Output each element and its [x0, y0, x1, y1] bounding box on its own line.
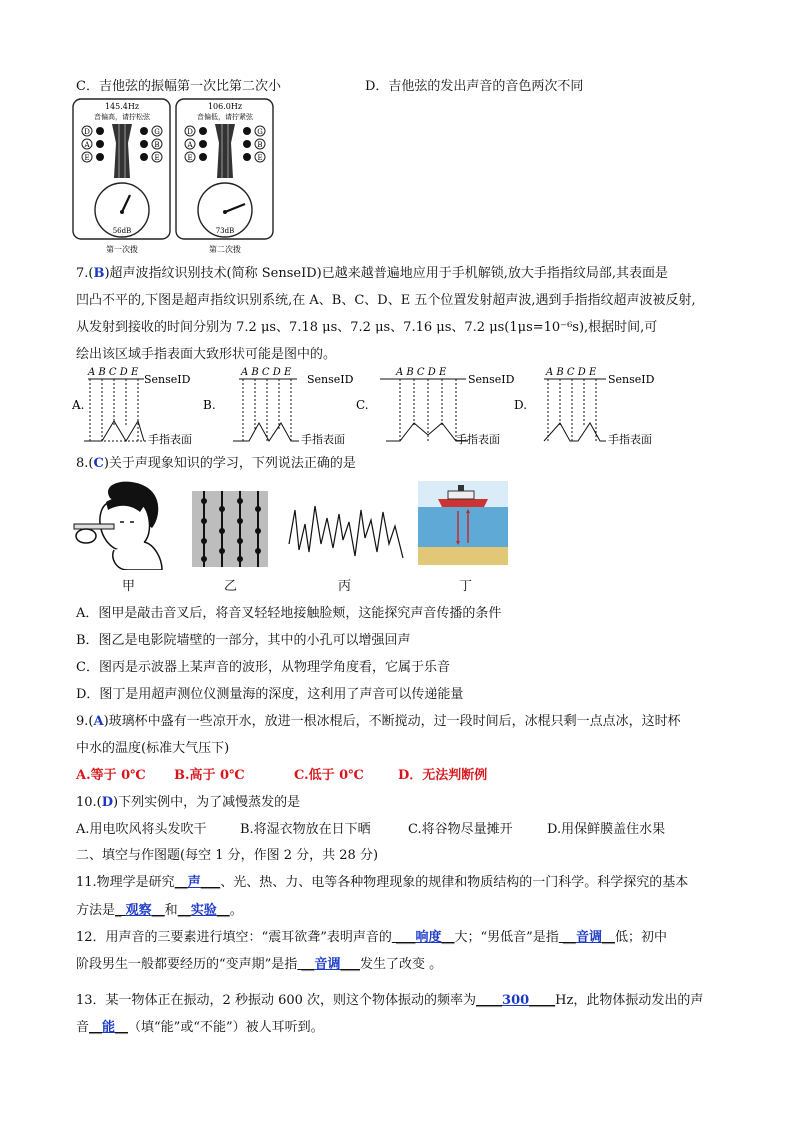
q11-answer-2: 观察: [125, 903, 152, 918]
peg-label: E: [257, 154, 263, 162]
q11-answer-1: 声: [187, 875, 201, 890]
peg-label: E: [154, 154, 160, 162]
section-2-heading: 二、填空与作图题(每空 1 分，作图 2 分，共 28 分): [76, 848, 379, 863]
q7-option-a-figure: [72, 365, 222, 447]
q13-line1: 13．某一物体正在振动，2 秒振动 600 次，则这个物体振动的频率为____300____Hz，此物体振动发出的声: [76, 993, 704, 1008]
tuner-second-pluck: [176, 99, 273, 254]
tuner2-note: 音偏低，请拧紧弦: [197, 113, 253, 121]
q11-answer-3: 实验: [190, 903, 217, 918]
peg-label: G: [154, 128, 160, 136]
peg-label: D: [84, 128, 90, 136]
fig-bing-waveform: [287, 500, 405, 562]
q7-line4: 绘出该区域手指表面大致形状可能是图中的。: [76, 347, 337, 362]
fig-label-jia: 甲: [122, 579, 136, 594]
peg-label: A: [84, 141, 90, 149]
fig-ding-sonar: [418, 481, 508, 565]
finger-surface-label: 手指表面: [148, 433, 192, 446]
tuner2-db: 73dB: [215, 227, 235, 235]
q13-answer-1: 300: [502, 993, 530, 1008]
q9-option-b: B.高于 0℃: [174, 768, 245, 783]
q10-option-c: C.将谷物尽量摊开: [408, 822, 513, 837]
q12-answer-2: 音调: [575, 930, 602, 945]
q13-answer-2: 能: [102, 1020, 116, 1035]
q10-answer: D: [101, 795, 114, 810]
q9-line2: 中水的温度(标准大气压下): [76, 741, 230, 756]
q8-option-a: A．图甲是敲击音叉后，将音叉轻轻地接触脸颊，这能探究声音传播的条件: [76, 606, 502, 621]
tuner1-db: 56dB: [112, 227, 132, 235]
q12-line2: 阶段男生一般都要经历的“变声期”是指 __音调___发生了改变 。: [76, 957, 443, 972]
tuner-first-pluck: [73, 99, 170, 254]
abcde-label: A B C D E: [88, 367, 139, 378]
option-letter: D.: [514, 398, 528, 412]
option-letter: A.: [72, 398, 85, 412]
senseid-label: SenseID: [307, 373, 353, 386]
q6-option-c: C．吉他弦的振幅第一次比第二次小: [76, 79, 281, 94]
fig-label-yi: 乙: [224, 579, 238, 594]
tuner1-note: 音偏高，请拧松弦: [94, 113, 150, 121]
q7-option-d-figure: [514, 365, 684, 447]
option-letter: B.: [203, 398, 216, 412]
option-letter: C.: [356, 398, 369, 412]
peg-label: G: [257, 128, 263, 136]
tuner1-caption: 第一次拨: [106, 245, 138, 254]
q10-option-a: A.用电吹风将头发吹干: [76, 822, 207, 837]
q7-stem: 7.(B)超声波指纹识别技术(简称 SenseID)已越来越普遍地应用于手机解锁,放大手指指纹局部,其表面是: [76, 266, 668, 281]
peg-label: A: [187, 141, 193, 149]
q10-option-b: B.将湿衣物放在日下晒: [240, 822, 371, 837]
q13-line2: 音__能__（填“能”或“不能”）被人耳听到。: [76, 1020, 324, 1035]
tuner1-freq: 145.4Hz: [104, 102, 140, 111]
fig-label-ding: 丁: [459, 579, 473, 594]
peg-label: B: [257, 141, 263, 149]
q9-answer: A: [93, 714, 104, 729]
peg-label: D: [187, 128, 193, 136]
q12-line1: 12．用声音的三要素进行填空：“震耳欲聋”表明声音的 ___响度__大；“男低音”是指 __音调__低；初中: [76, 930, 667, 945]
q7-answer: B: [93, 266, 105, 281]
q6-option-d: D．吉他弦的发出声音的音色两次不同: [365, 79, 584, 94]
q10-stem: 10.(D)下列实例中，为了减慢蒸发的是: [76, 795, 301, 810]
q8-option-b: B．图乙是电影院墙壁的一部分，其中的小孔可以增强回声: [76, 633, 411, 648]
abcde-label: A B C D E: [241, 367, 292, 378]
q9-option-a: A.等于 0℃: [76, 768, 146, 783]
peg-label: E: [187, 154, 193, 162]
fig-jia-tuning-fork: [70, 478, 166, 570]
finger-surface-label: 手指表面: [301, 433, 345, 446]
q8-stem: 8.(C)关于声现象知识的学习，下列说法正确的是: [76, 456, 356, 471]
q7-option-c-figure: [356, 365, 516, 447]
q11-line2: 方法是_ 观察__和__实验__。: [76, 903, 243, 918]
abcde-label: A B C D E: [396, 367, 447, 378]
senseid-label: SenseID: [468, 373, 515, 386]
q12-answer-1: 响度: [415, 930, 442, 945]
q7-line2: 凹凸不平的,下图是超声指纹识别系统,在 A、B、C、D、E 五个位置发射超声波,遇到手指指纹超声波被反射,: [76, 293, 696, 308]
senseid-label: SenseID: [608, 373, 655, 386]
q7-line3: 从发射到接收的时间分别为 7.2 μs、7.18 μs、7.2 μs、7.16 μs、7.2 μs(1μs=10⁻⁶s),根据时间,可: [76, 320, 658, 335]
q10-option-d: D.用保鲜膜盖住水果: [547, 822, 666, 837]
fig-yi-cinema-wall: [192, 491, 268, 567]
tuner2-caption: 第二次拨: [209, 245, 241, 254]
q9-option-d: D．无法判断例: [398, 768, 488, 783]
q8-answer: C: [93, 456, 104, 471]
finger-surface-label: 手指表面: [608, 433, 652, 446]
peg-label: E: [84, 154, 90, 162]
q9-stem: 9.(A)玻璃杯中盛有一些凉开水，放进一根冰棍后，不断搅动，过一段时间后，冰棍只剩一点点冰，这时杯: [76, 714, 681, 729]
q11-line1: 11.物理学是研究__声___、光、热、力、电等各种物理现象的规律和物质结构的一门科学。科学探究的基本: [76, 875, 689, 890]
tuner2-freq: 106.0Hz: [207, 102, 243, 111]
finger-surface-label: 手指表面: [456, 433, 500, 446]
q7-option-b-figure: [203, 365, 353, 447]
peg-label: B: [154, 141, 160, 149]
q12-answer-3: 音调: [314, 957, 341, 972]
fig-label-bing: 丙: [338, 579, 352, 594]
guitar-tuner-figure: [72, 98, 274, 258]
senseid-label: SenseID: [144, 373, 191, 386]
q9-option-c: C.低于 0℃: [294, 768, 364, 783]
abcde-label: A B C D E: [546, 367, 597, 378]
q8-option-d: D．图丁是用超声测位仪测量海的深度，这利用了声音可以传递能量: [76, 687, 464, 702]
q8-option-c: C．图丙是示波器上某声音的波形，从物理学角度看，它属于乐音: [76, 660, 450, 675]
